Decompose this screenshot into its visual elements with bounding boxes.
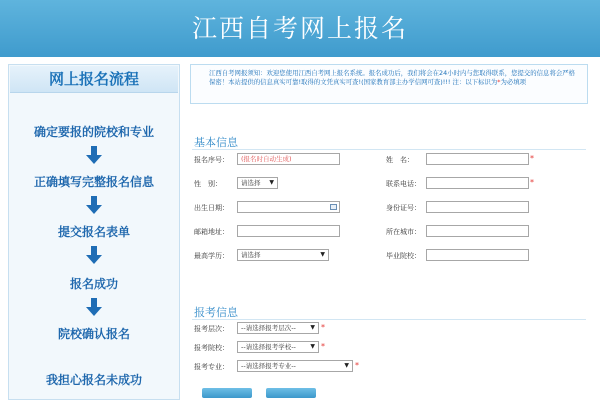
caret-down-icon: ▼ — [310, 324, 315, 331]
caret-down-icon: ▼ — [344, 362, 349, 369]
calendar-icon[interactable] — [330, 204, 337, 210]
apply-level-value: --请选择报考层次-- — [241, 324, 296, 332]
gender-label: 性 别： — [194, 180, 222, 188]
apply-major-select[interactable] — [237, 360, 353, 372]
id-label: 身份证号： — [386, 204, 421, 212]
reset-button[interactable] — [266, 388, 316, 398]
gender-select-value: 请选择 — [241, 179, 261, 187]
name-label: 姓 名： — [386, 156, 414, 164]
step-school-confirm: 院校确认报名 — [57, 327, 130, 341]
required-star: * — [321, 342, 325, 351]
city-label: 所在城市： — [386, 228, 421, 236]
reg-no-field: (报名时自动生成) — [237, 153, 340, 165]
caret-down-icon: ▼ — [310, 343, 315, 350]
registration-form — [188, 62, 592, 400]
required-mark: * — [497, 77, 501, 86]
city-input[interactable] — [426, 225, 529, 237]
postal-label: 邮箱地址： — [194, 228, 229, 236]
step-submit-form: 提交报名表单 — [57, 225, 130, 239]
name-input[interactable] — [426, 153, 529, 165]
birth-label: 出生日期： — [194, 204, 229, 212]
apply-major-label: 报考专业： — [194, 363, 229, 371]
arrow-down-icon — [89, 146, 99, 164]
caret-down-icon: ▼ — [269, 179, 274, 186]
education-select[interactable] — [237, 249, 329, 261]
step-choose-school-major: 确定要报的院校和专业 — [33, 125, 154, 139]
apply-level-label: 报考层次： — [194, 325, 229, 333]
step-success: 报名成功 — [69, 277, 118, 291]
apply-school-value: --请选择报考学校-- — [241, 343, 296, 351]
birth-date-input[interactable] — [237, 201, 340, 213]
submit-button[interactable] — [202, 388, 252, 398]
postal-address-input[interactable] — [237, 225, 340, 237]
notice-box — [190, 64, 588, 104]
reg-no-label: 报名序号： — [194, 156, 229, 164]
page-title: 江西自考网上报名 — [191, 14, 408, 43]
page-header — [0, 0, 600, 57]
graduate-school-input[interactable] — [426, 249, 529, 261]
required-star: * — [355, 361, 359, 370]
arrow-down-icon — [89, 196, 99, 214]
phone-label: 联系电话： — [386, 180, 421, 188]
section-title-basic: 基本信息 — [194, 136, 238, 149]
sidebar-title: 网上报名流程 — [10, 66, 178, 93]
apply-level-select[interactable] — [237, 322, 319, 334]
apply-school-label: 报考院校： — [194, 344, 229, 352]
education-select-value: 请选择 — [241, 251, 261, 259]
arrow-down-icon — [89, 246, 99, 264]
process-sidebar — [8, 64, 180, 400]
divider — [192, 319, 586, 320]
notice-text: 江西自考网报须知：欢迎您使用江西自考网上报名系统。报名成功后，我们将会在24小时内与您取得联系，您提交的信息将会严格保密！本站提供的信息真实可靠!取得的文凭真实可查!(国家教育部主办学信网可查)!!! 注：以下标识为 — [209, 69, 576, 86]
id-number-input[interactable] — [426, 201, 529, 213]
step-fill-info: 正确填写完整报名信息 — [33, 175, 154, 189]
required-star: * — [530, 178, 534, 187]
apply-major-value: --请选择报考专业-- — [241, 362, 296, 370]
arrow-down-icon — [89, 298, 99, 316]
link-worried-not-registered[interactable]: 我担心报名未成功 — [45, 373, 142, 387]
section-title-apply: 报考信息 — [194, 306, 238, 319]
caret-down-icon: ▼ — [320, 251, 325, 258]
notice-tail: 为必填项 — [500, 77, 526, 86]
required-star: * — [321, 323, 325, 332]
required-star: * — [530, 154, 534, 163]
graduate-school-label: 毕业院校： — [386, 252, 421, 260]
apply-school-select[interactable] — [237, 341, 319, 353]
divider — [192, 149, 586, 150]
phone-input[interactable] — [426, 177, 529, 189]
education-label: 最高学历： — [194, 252, 229, 260]
gender-select[interactable] — [237, 177, 278, 189]
